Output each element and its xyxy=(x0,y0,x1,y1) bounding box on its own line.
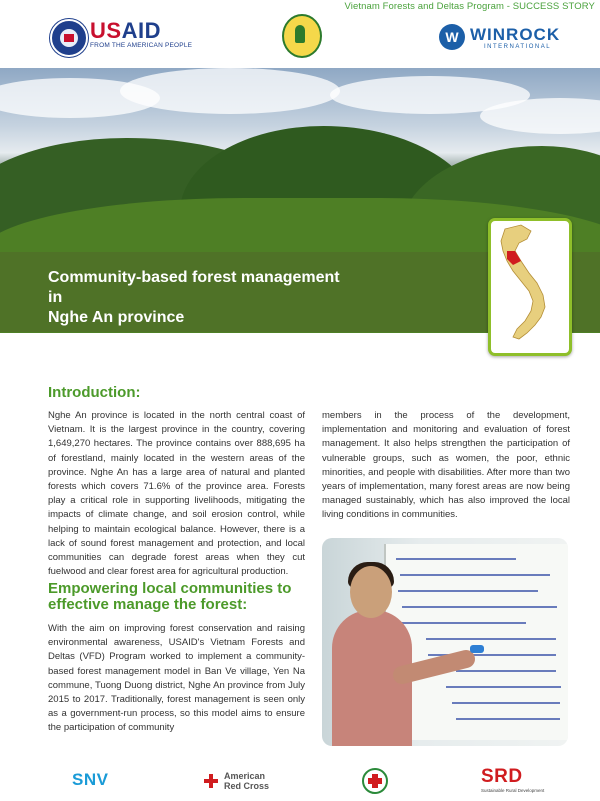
title-line-2: Nghe An province xyxy=(48,309,185,326)
usaid-wordmark-aid: AID xyxy=(121,18,161,43)
arc-line-2: Red Cross xyxy=(224,781,270,791)
introduction-text: Nghe An province is located in the north central coast of Vietnam. It is the largest province in the country, covering 1,649,270 hectares. The province contains over 888,695 ha of forestland, mainly located in the western areas of the province. Nghe An has a large area of natural and planted forests which covers 71.6% of the province area. Forests play a critical role in supporting livelihoods, mitigating the impacts of climate change, and soil erosion control, while helping to maintain ecological balance. However, there is a lack of sound forest management and protection, and local communities can degrade forest areas when they cut fuelwood and clear forest area for agricultural production. xyxy=(48,410,305,578)
marker-icon xyxy=(470,645,484,653)
title-line-1: Community-based forest management in xyxy=(48,269,340,306)
american-red-cross-logo xyxy=(224,771,269,791)
ministry-emblem-icon xyxy=(282,14,322,58)
red-cross-icon xyxy=(204,774,218,788)
winrock-subtitle: INTERNATIONAL xyxy=(484,44,552,50)
usaid-wordmark-us: US xyxy=(90,18,122,43)
vietnam-red-cross-icon xyxy=(362,768,388,794)
winrock-mark-icon: W xyxy=(439,24,465,50)
vietnam-map-svg xyxy=(491,221,569,353)
srd-logo: SRD xyxy=(481,766,523,787)
introduction-heading: Introduction: xyxy=(48,384,141,401)
page-title xyxy=(48,268,348,328)
usaid-seal-icon xyxy=(50,19,88,57)
continued-text: members in the process of the development, implementation and monitoring and evaluation of forest management. It also helps strengthen the participation of vulnerable groups, such as women, the poor, ethnic minorities, and people with disabilities. After more than two years of implementation, many forest areas are now being managed sustainably, which has also improved the local living conditions in communities. xyxy=(322,410,570,521)
snv-logo: SNV xyxy=(72,770,109,789)
arc-line-1: American xyxy=(224,771,266,781)
vietnam-map-icon xyxy=(488,218,572,356)
empowering-text: With the aim on improving forest conservation and raising environmental awareness, USAID's Vietnam Forests and Deltas (VFD) Program worked to implement a community-based forest management model in Ban Ve village, Yen Na commune, Tuong Duong district, Nghe An province from July 2015 to 2017. Traditionally, forest management is seen only as a government-run process, so this model aims to ensure the participation of community xyxy=(48,623,305,734)
training-photo xyxy=(322,538,568,746)
usaid-tagline: FROM THE AMERICAN PEOPLE xyxy=(90,42,193,49)
program-title: Vietnam Forests and Deltas Program - SUCCESS STORY xyxy=(344,1,595,12)
srd-subtitle: Sustainable Rural Development xyxy=(481,788,545,793)
winrock-name: WINROCK xyxy=(470,25,561,44)
usaid-wordmark xyxy=(90,18,161,44)
empowering-heading: Empowering local communities to effective manage the forest: xyxy=(48,580,292,613)
